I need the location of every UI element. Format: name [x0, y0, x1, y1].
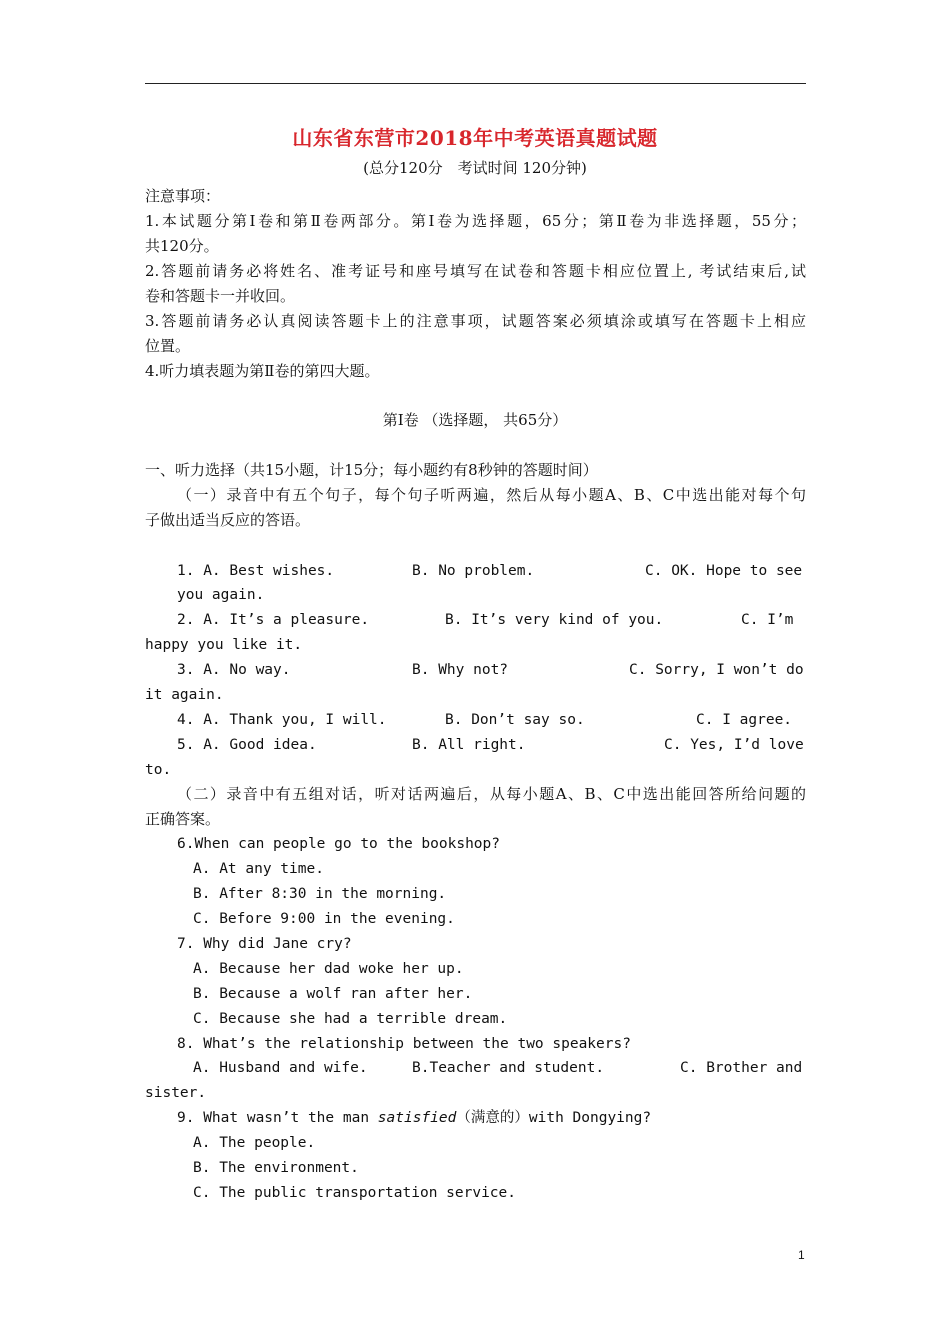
header-rule	[145, 83, 806, 84]
sub1-instruction: 子做出适当反应的答语。	[145, 511, 311, 529]
sub1-instruction: （一）录音中有五个句子，每个句子听两遍，然后从每小题A、B、C中选出能对每个句	[177, 486, 806, 504]
q1-option-b: B. No problem.	[412, 563, 535, 579]
q2-option-c: C. I’m	[741, 612, 794, 628]
q4-option-a: 4. A. Thank you, I will.	[177, 712, 387, 728]
q1-option-c: C. OK. Hope to see	[645, 563, 803, 579]
q7-option-b: B. Because a wolf ran after her.	[193, 986, 473, 1002]
q5-continuation: to.	[145, 762, 172, 778]
q9-option-c: C. The public transportation service.	[193, 1185, 517, 1201]
page-title: 山东省东营市2018年中考英语真题试题	[292, 126, 658, 150]
q5-option-c: C. Yes, I’d love	[664, 737, 804, 753]
q9-question-italic: satisfied	[377, 1110, 457, 1126]
q6-option-c: C. Before 9:00 in the evening.	[193, 911, 455, 927]
note-line: 卷和答题卡一并收回。	[145, 287, 296, 305]
notes-heading: 注意事项：	[145, 187, 221, 205]
note-line: 3.答题前请务必认真阅读答题卡上的注意事项，试题答案必须填涂或填写在答题卡上相应	[145, 312, 806, 330]
q8-continuation: sister.	[145, 1085, 207, 1101]
note-line: 共120分。	[145, 237, 219, 255]
note-line: 1.本试题分第Ⅰ卷和第Ⅱ卷两部分。第Ⅰ卷为选择题，65分；第Ⅱ卷为非选择题，55分；	[145, 212, 806, 230]
q1-option-a: 1. A. Best wishes.	[177, 563, 335, 579]
q7-option-c: C. Because she had a terrible dream.	[193, 1011, 508, 1027]
q8-option-a: A. Husband and wife.	[193, 1060, 368, 1076]
q6-question: 6.When can people go to the bookshop?	[177, 836, 501, 852]
q7-option-a: A. Because her dad woke her up.	[193, 961, 464, 977]
q8-option-c: C. Brother and	[680, 1060, 803, 1076]
q6-option-a: A. At any time.	[193, 861, 324, 877]
q9-question-post: （满意的）with Dongying?	[456, 1110, 652, 1126]
page-subtitle: (总分120分 考试时间 120分钟)	[363, 159, 587, 177]
part1-heading: 第Ⅰ卷 （选择题， 共65分）	[382, 411, 568, 429]
q4-option-c: C. I agree.	[696, 712, 793, 728]
q6-option-b: B. After 8:30 in the morning.	[193, 886, 447, 902]
q5-option-b: B. All right.	[412, 737, 526, 753]
q1-continuation: you again.	[177, 587, 265, 603]
page-number: 1	[798, 1248, 805, 1262]
q7-question: 7. Why did Jane cry?	[177, 936, 352, 952]
q9-question-pre: 9. What wasn’t the man	[177, 1110, 378, 1126]
q8-option-b: B.Teacher and student.	[412, 1060, 605, 1076]
q2-option-b: B. It’s very kind of you.	[445, 612, 664, 628]
sub2-instruction: 正确答案。	[145, 810, 221, 828]
note-line: 位置。	[145, 337, 191, 355]
q8-question: 8. What’s the relationship between the two speakers?	[177, 1036, 631, 1052]
q3-continuation: it again.	[145, 687, 224, 703]
q3-option-a: 3. A. No way.	[177, 662, 291, 678]
q5-option-a: 5. A. Good idea.	[177, 737, 317, 753]
q3-option-b: B. Why not?	[412, 662, 509, 678]
note-line: 2.答题前请务必将姓名、准考证号和座号填写在试卷和答题卡相应位置上, 考试结束后,试	[145, 262, 806, 280]
sub2-instruction: （二）录音中有五组对话，听对话两遍后，从每小题A、B、C中选出能回答所给问题的	[177, 785, 806, 803]
q9-question	[177, 1108, 651, 1128]
q3-option-c: C. Sorry, I won’t do	[629, 662, 804, 678]
q9-option-a: A. The people.	[193, 1135, 316, 1151]
note-line: 4.听力填表题为第Ⅱ卷的第四大题。	[145, 362, 380, 380]
q4-option-b: B. Don’t say so.	[445, 712, 585, 728]
section1-heading: 一、听力选择（共15小题，计15分；每小题约有8秒钟的答题时间）	[145, 461, 598, 479]
q9-option-b: B. The environment.	[193, 1160, 359, 1176]
q2-continuation: happy you like it.	[145, 637, 303, 653]
q2-option-a: 2. A. It’s a pleasure.	[177, 612, 370, 628]
